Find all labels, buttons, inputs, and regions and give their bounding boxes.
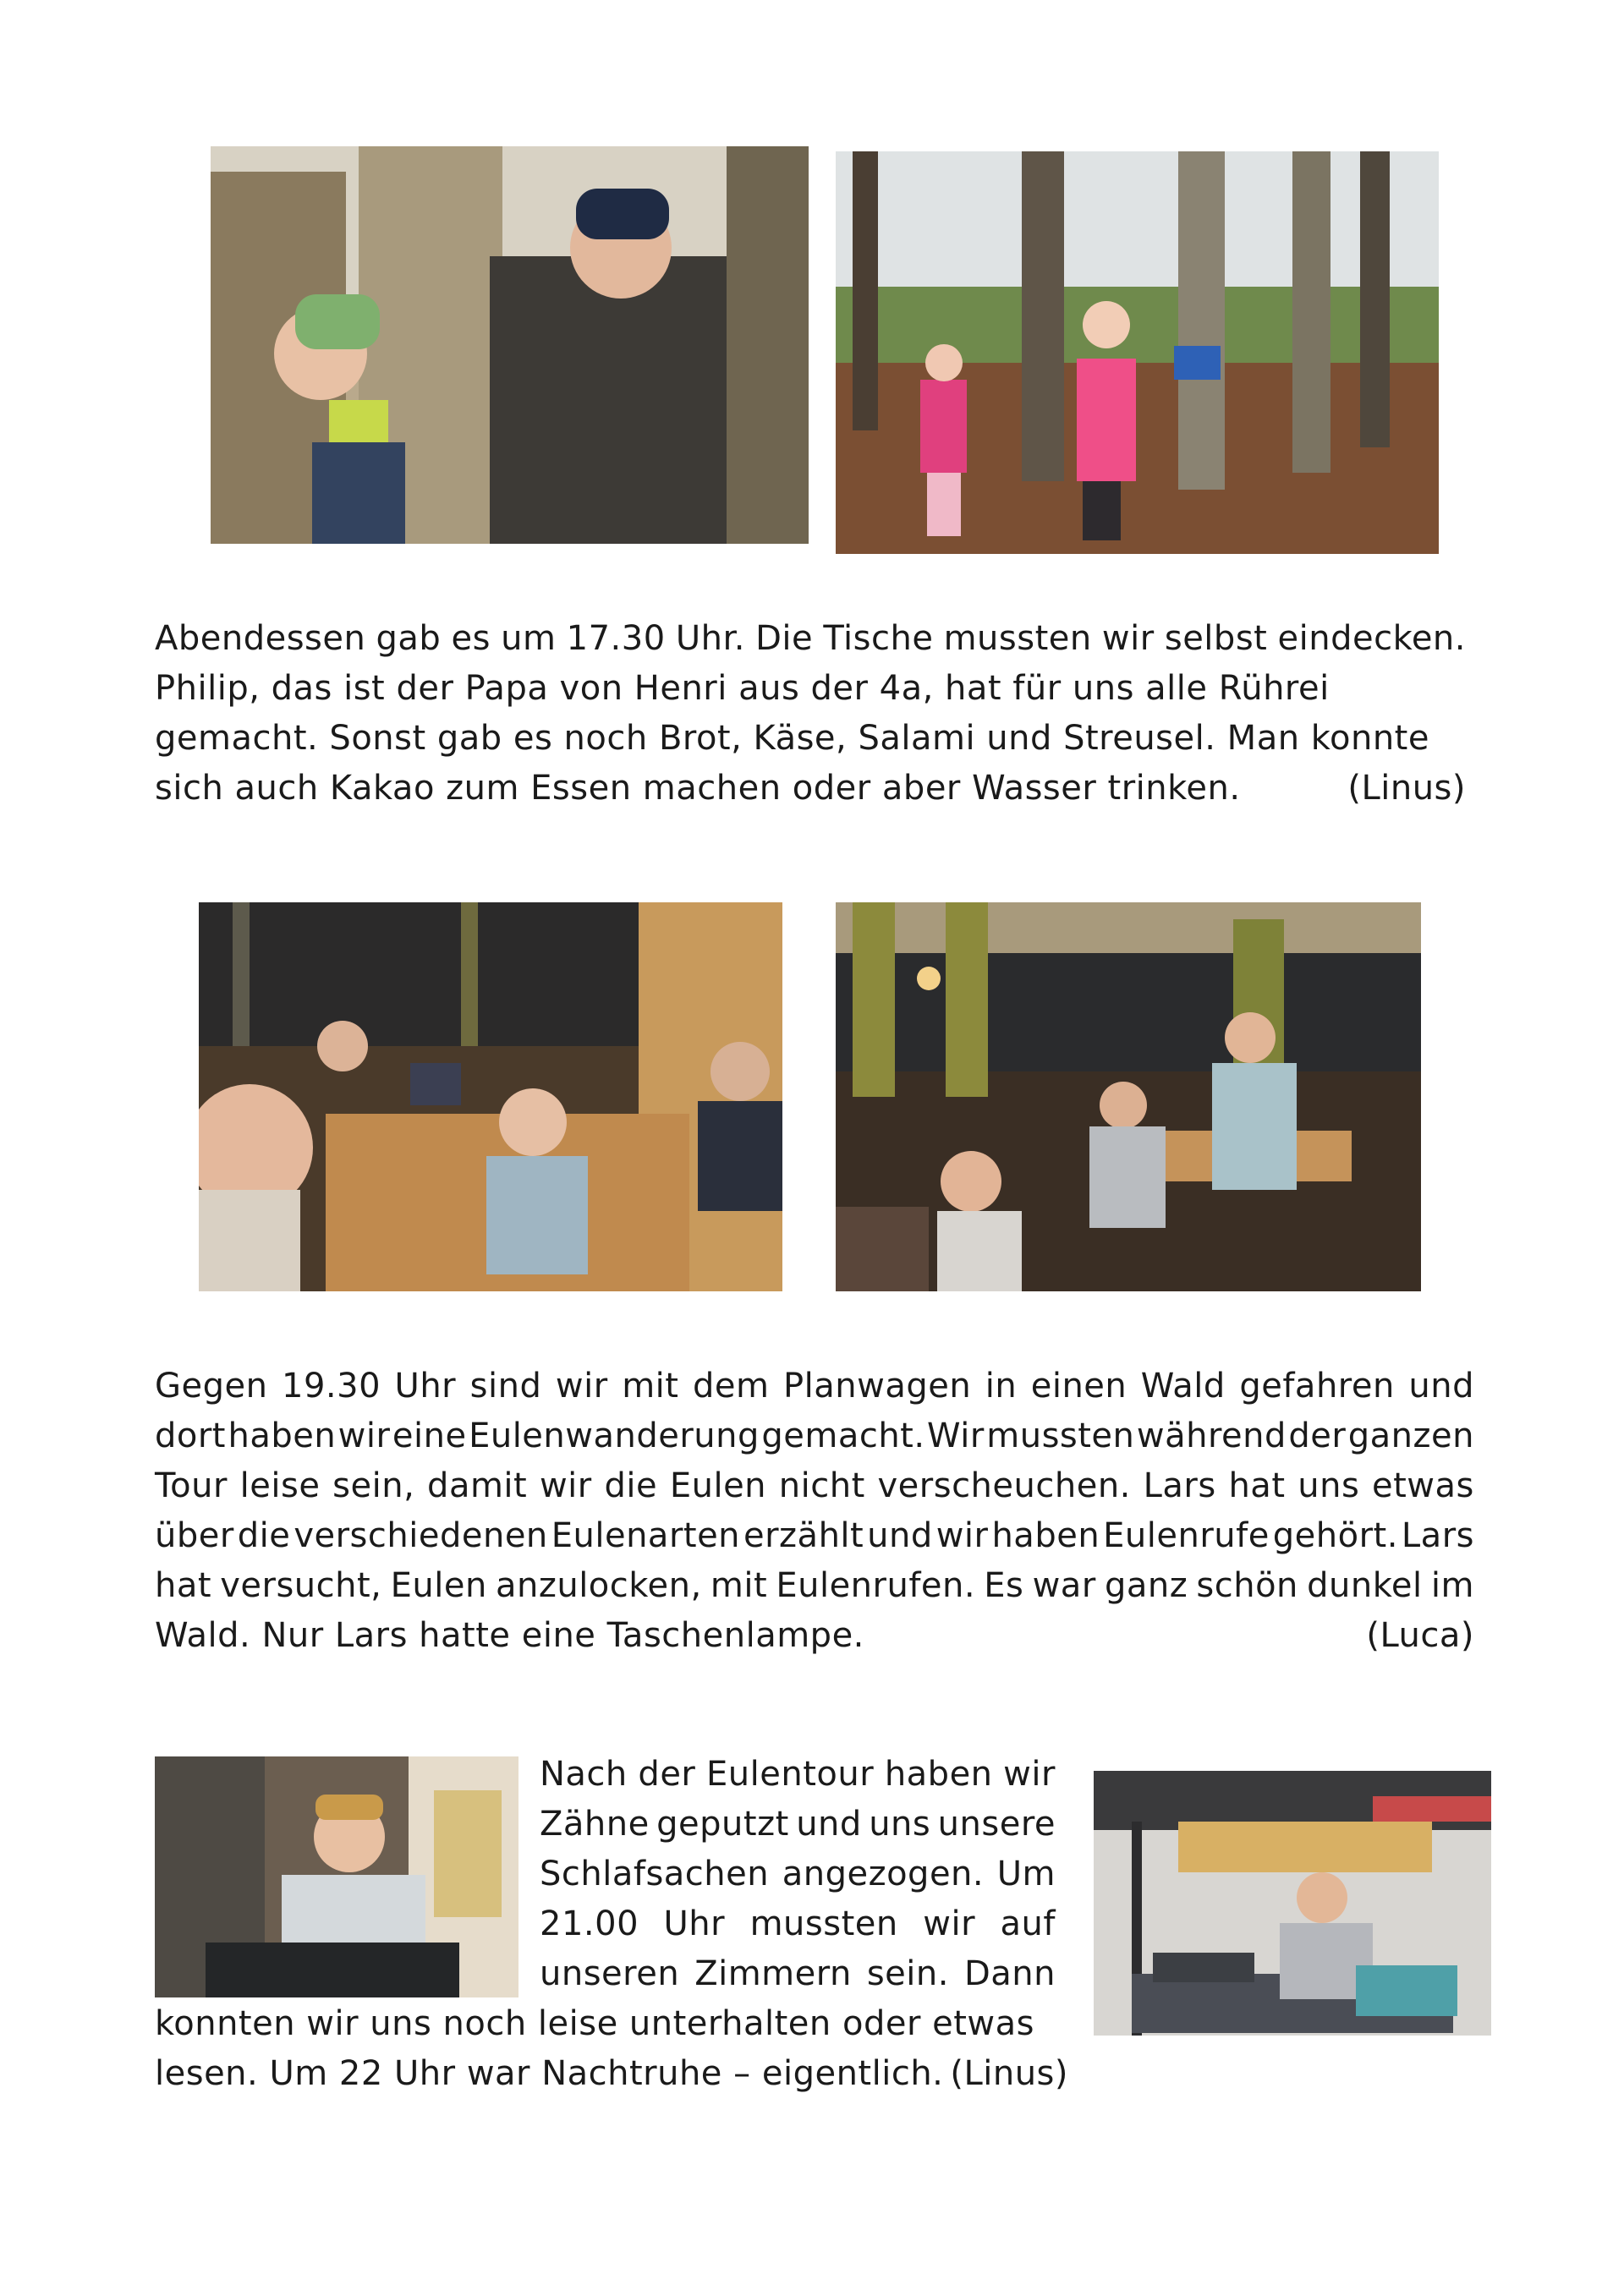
- photo-bunk-bed: [1094, 1771, 1491, 2036]
- photo-dinner-room-right: [836, 902, 1421, 1291]
- text-line: Schlafsachen angezogen. Um: [540, 1855, 1056, 1893]
- paragraph-owl-walk: [155, 1362, 1474, 1661]
- photo-dinner-table-left: [199, 902, 782, 1291]
- text-line-last: lesen. Um 22 Uhr war Nachtruhe – eigentlich. (Linus): [155, 2049, 1068, 2099]
- text-line: Zähne geputzt und uns unsere: [540, 1805, 1056, 1844]
- text-line: Philip, das ist der Papa von Henri aus der 4a, hat für uns alle Rührei: [155, 669, 1330, 708]
- paragraph-bedtime-bottom: [155, 1999, 1068, 2099]
- text-line: Abendessen gab es um 17.30 Uhr. Die Tische mussten wir selbst eindecken.: [155, 619, 1466, 658]
- text-line: hat versucht, Eulen anzulocken, mit Eulenrufen. Es war ganz schön dunkel im: [155, 1566, 1474, 1605]
- text-line: Tour leise sein, damit wir die Eulen nicht verscheuchen. Lars hat uns etwas: [155, 1466, 1474, 1505]
- photo-girls-in-forest-image: [836, 151, 1439, 554]
- text-line: gemacht. Sonst gab es noch Brot, Käse, Salami und Streusel. Man konnte: [155, 719, 1429, 758]
- photo-boys-in-tree: [211, 146, 809, 544]
- photo-dinner-room-right-image: [836, 902, 1421, 1291]
- photo-girls-in-forest: [836, 151, 1439, 554]
- text-line: Nach der Eulentour haben wir: [540, 1755, 1056, 1794]
- photo-boy-sitting: [155, 1756, 518, 1997]
- photo-boys-in-tree-image: [211, 146, 809, 544]
- author-signature: (Luca): [1366, 1616, 1474, 1655]
- text-line: über die verschiedenen Eulenarten erzählt und wir haben Eulenrufe gehört. Lars: [155, 1516, 1474, 1555]
- paragraph-dinner: [155, 614, 1466, 814]
- text-line: dort haben wir eine Eulenwanderung gemacht. Wir mussten während der ganzen: [155, 1417, 1474, 1455]
- text-line: konnten wir uns noch leise unterhalten oder etwas: [155, 2004, 1034, 2043]
- photo-bunk-bed-image: [1094, 1771, 1491, 2036]
- text-line-last: Wald. Nur Lars hatte eine Taschenlampe. (Luca): [155, 1611, 1474, 1661]
- text-line: unseren Zimmern sein. Dann: [540, 1954, 1056, 1993]
- photo-dinner-table-left-image: [199, 902, 782, 1291]
- author-signature: (Linus): [1347, 769, 1466, 808]
- text-line: 21.00 Uhr mussten wir auf: [540, 1904, 1056, 1943]
- text-line: Gegen 19.30 Uhr sind wir mit dem Planwagen in einen Wald gefahren und: [155, 1367, 1474, 1406]
- photo-boy-sitting-image: [155, 1756, 518, 1997]
- paragraph-bedtime-side: [540, 1750, 1056, 1999]
- author-signature: (Linus): [950, 2054, 1068, 2093]
- text-line-last: sich auch Kakao zum Essen machen oder aber Wasser trinken. (Linus): [155, 764, 1466, 814]
